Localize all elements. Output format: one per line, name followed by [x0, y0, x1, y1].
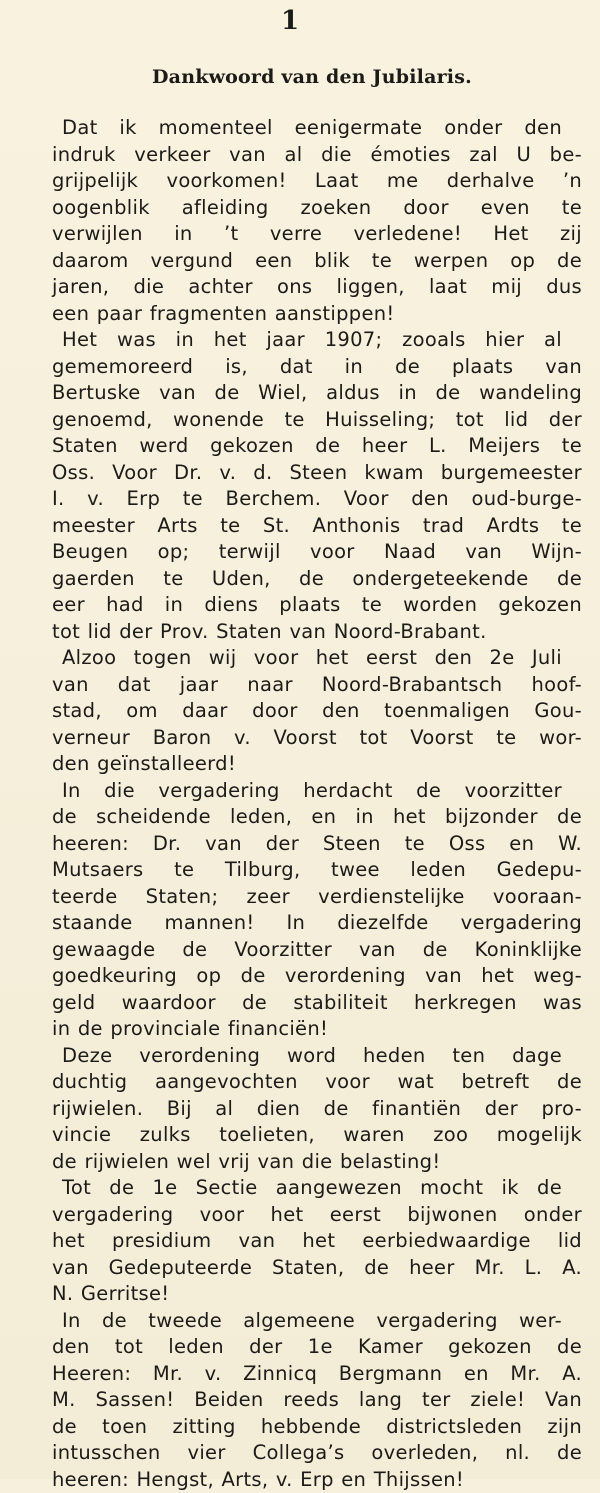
- text-line: genoemd, wonende te Huisseling; tot lid der: [52, 407, 582, 434]
- text-line: eer had in diens plaats te worden gekozen: [52, 592, 582, 619]
- text-line: In de tweede algemeene vergadering wer-: [62, 1308, 562, 1335]
- text-line: vergadering voor het eerst bijwonen onder: [52, 1202, 582, 1229]
- text-line: Dat ik momenteel eenigermate onder den: [62, 115, 562, 142]
- text-line: goedkeuring op de verordening van het weg-: [52, 963, 582, 990]
- text-line: N. Gerritse!: [52, 1281, 582, 1308]
- page-title: Dankwoord van den Jubilaris.: [152, 64, 472, 90]
- text-line: gememoreerd is, dat in de plaats van: [52, 354, 582, 381]
- text-line: van dat jaar naar Noord-Brabantsch hoof-: [52, 672, 582, 699]
- text-line: de rijwielen wel vrij van die belasting!: [52, 1149, 582, 1176]
- text-line: gaerden te Uden, de ondergeteekende de: [52, 566, 582, 593]
- text-line: tot lid der Prov. Staten van Noord-Brabant.: [52, 619, 582, 646]
- text-line: den geïnstalleerd!: [52, 751, 582, 778]
- text-line: jaren, die achter ons liggen, laat mij dus: [52, 274, 582, 301]
- text-line: verneur Baron v. Voorst tot Voorst te wor-: [52, 725, 582, 752]
- text-line: de toen zitting hebbende districtsleden zijn: [52, 1414, 582, 1441]
- text-line: Oss. Voor Dr. v. d. Steen kwam burgemeester: [52, 460, 582, 487]
- text-line: Het was in het jaar 1907; zooals hier al: [62, 327, 562, 354]
- text-line: Deze verordening word heden ten dage: [62, 1043, 562, 1070]
- text-line: verwijlen in ’t verre verledene! Het zij: [52, 221, 582, 248]
- text-line: grijpelijk voorkomen! Laat me derhalve ’n: [52, 168, 582, 195]
- text-line: stad, om daar door den toenmaligen Gou-: [52, 698, 582, 725]
- text-line: geld waardoor de stabiliteit herkregen was: [52, 990, 582, 1017]
- text-line: intusschen vier Collega’s overleden, nl. de: [52, 1440, 582, 1467]
- text-line: Staten werd gekozen de heer L. Meijers te: [52, 433, 582, 460]
- text-line: het presidium van het eerbiedwaardige lid: [52, 1228, 582, 1255]
- text-line: gewaagde de Voorzitter van de Koninklijke: [52, 937, 582, 964]
- text-line: de scheidende leden, en in het bijzonder de: [52, 804, 582, 831]
- text-line: Mutsaers te Tilburg, twee leden Gedepu-: [52, 857, 582, 884]
- text-line: meester Arts te St. Anthonis trad Ardts te: [52, 513, 582, 540]
- text-line: in de provinciale financiën!: [52, 1016, 582, 1043]
- text-line: Tot de 1e Sectie aangewezen mocht ik de: [62, 1175, 562, 1202]
- text-line: van Gedeputeerde Staten, de heer Mr. L. A.: [52, 1255, 582, 1282]
- page-number: 1: [0, 6, 580, 36]
- text-line: M. Sassen! Beiden reeds lang ter ziele! Van: [52, 1387, 582, 1414]
- text-line: Beugen op; terwijl voor Naad van Wijn-: [52, 539, 582, 566]
- text-line: heeren: Hengst, Arts, v. Erp en Thijssen!: [52, 1467, 582, 1493]
- text-line: heeren: Dr. van der Steen te Oss en W.: [52, 831, 582, 858]
- text-line: I. v. Erp te Berchem. Voor den oud-burge-: [52, 486, 582, 513]
- text-line: vincie zulks toelieten, waren zoo mogelijk: [52, 1122, 582, 1149]
- text-line: indruk verkeer van al die émoties zal U be-: [52, 142, 582, 169]
- body-text: [62, 115, 582, 1493]
- text-line: duchtig aangevochten voor wat betreft de: [52, 1069, 582, 1096]
- text-line: een paar fragmenten aanstippen!: [52, 301, 582, 328]
- text-line: teerde Staten; zeer verdienstelijke vooraan-: [52, 884, 582, 911]
- text-line: Heeren: Mr. v. Zinnicq Bergmann en Mr. A.: [52, 1361, 582, 1388]
- text-line: daarom vergund een blik te werpen op de: [52, 248, 582, 275]
- text-line: Bertuske van de Wiel, aldus in de wandeling: [52, 380, 582, 407]
- text-line: In die vergadering herdacht de voorzitter: [62, 778, 562, 805]
- text-line: Alzoo togen wij voor het eerst den 2e Juli: [62, 645, 562, 672]
- text-line: staande mannen! In diezelfde vergadering: [52, 910, 582, 937]
- text-line: den tot leden der 1e Kamer gekozen de: [52, 1334, 582, 1361]
- text-line: oogenblik afleiding zoeken door even te: [52, 195, 582, 222]
- text-line: rijwielen. Bij al dien de finantiën der pro-: [52, 1096, 582, 1123]
